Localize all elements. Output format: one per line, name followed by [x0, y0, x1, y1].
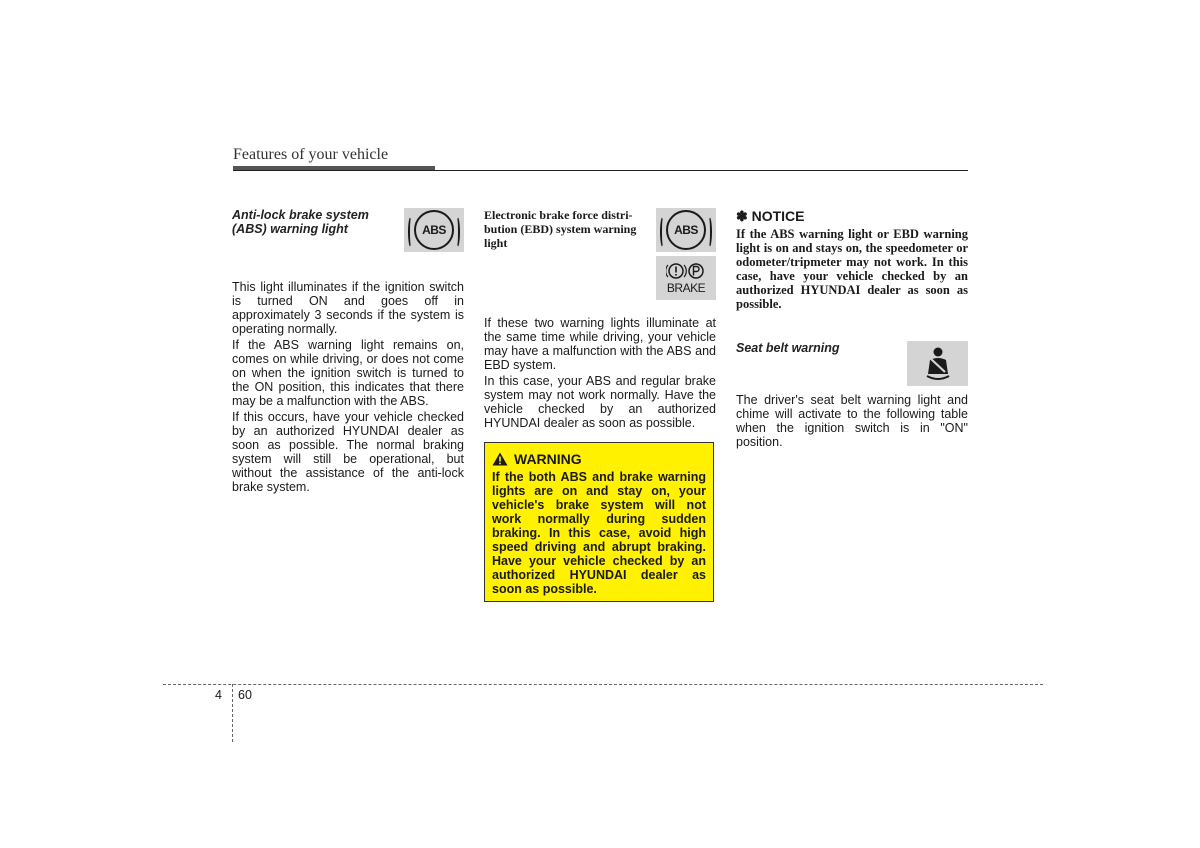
- seat-belt-figure-icon: [921, 346, 955, 382]
- warning-box: [484, 442, 714, 602]
- section-number: 4: [215, 688, 222, 702]
- brake-symbols-icon: [666, 262, 706, 280]
- notice-title: ✽ NOTICE: [736, 208, 805, 224]
- footer-rule: [163, 684, 1043, 685]
- abs-heading-line1: Anti-lock brake system: [232, 208, 369, 222]
- abs-icon-label: ABS: [422, 223, 446, 237]
- warning-title: [492, 451, 706, 467]
- page-header-title: Features of your vehicle: [233, 146, 389, 163]
- seatbelt-text: The driver's seat belt warning light and chime will activate to the following table when the ignition switch is in "ON" position.: [736, 393, 968, 449]
- warning-triangle-icon: [492, 452, 508, 466]
- brake-icon-label: BRAKE: [666, 280, 706, 295]
- seat-belt-icon: [907, 341, 968, 386]
- seatbelt-heading: Seat belt warning: [736, 341, 840, 355]
- brake-warning-icon: [656, 256, 716, 300]
- ebd-heading-line3: light: [484, 236, 508, 250]
- ebd-heading: [484, 208, 649, 250]
- ebd-heading-line1: Electronic brake force distri-: [484, 208, 633, 222]
- page-number: 60: [238, 688, 252, 702]
- header-rule: [233, 170, 968, 171]
- abs-heading: [232, 208, 397, 236]
- abs-para-1: This light illuminates if the ignition switch is turned ON and goes off in approximately 3 seconds if the system is operating normally.: [232, 280, 464, 336]
- column-abs: [232, 208, 464, 496]
- abs-para-3: If this occurs, have your vehicle checked by an authorized HYUNDAI dealer as soon as possible. The normal braking system will still be operational, but without the assistance of the anti-lock brake system.: [232, 410, 464, 494]
- abs-para-2: If the ABS warning light remains on, comes on while driving, or does not come on when the ignition switch is turned to the ON position, this indicates that there may be a malfunction with the ABS.: [232, 338, 464, 408]
- footer-vertical-rule: [232, 684, 233, 742]
- notice-text: If the ABS warning light or EBD warning light is on and stays on, the speedometer or odometer/tripmeter may not work. In this case, have your vehicle checked by an authorized HYUNDAI dealer as soon as possible.: [736, 227, 968, 311]
- warning-title-text: WARNING: [514, 451, 582, 467]
- abs-warning-icon: [404, 208, 464, 252]
- ebd-abs-icon-label: ABS: [674, 223, 698, 237]
- ebd-heading-line2: bution (EBD) system warning: [484, 222, 637, 236]
- ebd-para-2: In this case, your ABS and regular brake system may not work normally. Have the vehicle checked by an authorized HYUNDAI dealer as soon as possible.: [484, 374, 716, 430]
- warning-text: If the both ABS and brake warning lights are on and stay on, your vehicle's brake system will not work normally during sudden braking. In this case, avoid high speed driving and abrupt braking. Have your vehicle checked by an authorized HYUNDAI dealer as soon as possible.: [492, 470, 706, 596]
- ebd-para-1: If these two warning lights illuminate at the same time while driving, your vehicle may have a malfunction with the ABS and EBD system.: [484, 316, 716, 372]
- column-notice: [736, 208, 968, 451]
- ebd-abs-icon: [656, 208, 716, 252]
- column-ebd: [484, 208, 716, 432]
- abs-heading-line2: (ABS) warning light: [232, 222, 348, 236]
